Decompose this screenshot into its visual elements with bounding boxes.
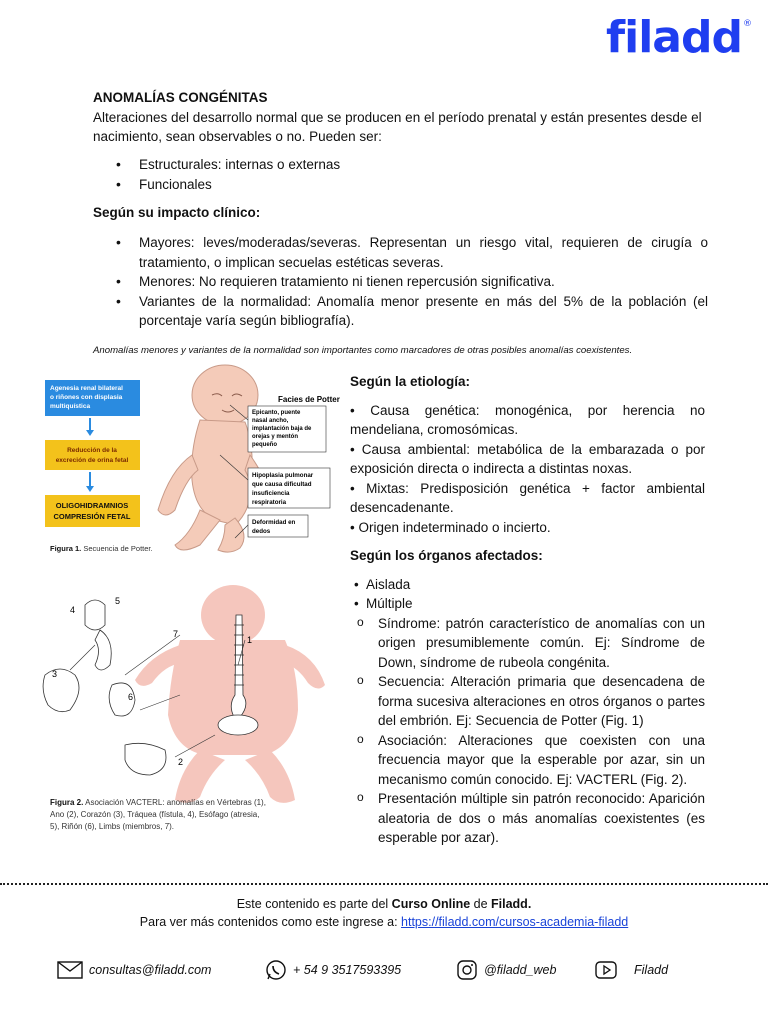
caption-label: Figura 1. [50, 544, 82, 553]
list-item: o Presentación múltiple sin patrón reconocido: Aparición aleatoria de dos o más anomalías coexistentes (es esperable por azar). [350, 789, 705, 848]
contact-youtube[interactable] [594, 958, 668, 982]
email-text: consultas@filadd.com [89, 963, 212, 977]
footer-text: Para ver más contenidos como este ingrese a: [139, 915, 402, 929]
baby-silhouette [135, 585, 325, 803]
list-item: • Variantes de la normalidad: Anomalía menor presente en más del 5% de la población (el porcentaje varía según bibliografía). [93, 292, 708, 331]
whatsapp-icon [265, 959, 287, 981]
figure-2-caption [50, 798, 266, 807]
footer-line-2 [0, 913, 768, 931]
footer-text: de [470, 897, 492, 911]
note-text: Anomalías menores y variantes de la normalidad son importantes como marcadores de otras posibles anomalías coexistentes. [93, 345, 633, 356]
facies-text: orejas y mentón [252, 434, 299, 440]
caption-text: Secuencia de Potter. [83, 544, 153, 553]
list-item: o Síndrome: patrón característico de anomalías con un origen presumiblemente común. Ej: Síndrome de Down, síndrome de rubeola congénita. [350, 614, 705, 673]
vacterl-number: 6 [128, 692, 134, 702]
footer-divider [0, 883, 768, 885]
instagram-icon [456, 959, 478, 981]
mail-icon [57, 961, 83, 979]
heart-icon [43, 669, 79, 712]
organs-sublist [350, 614, 705, 848]
vacterl-number: 5 [115, 596, 121, 606]
flow-box-oligohidramnios [45, 495, 140, 527]
organs-list [350, 575, 705, 614]
impact-title: Según su impacto clínico: [93, 205, 261, 220]
list-item: • Menores: No requieren tratamiento ni tienen repercusión significativa. [93, 272, 708, 292]
facies-text: nasal ancho, [252, 418, 289, 424]
instagram-text: @filadd_web [484, 963, 557, 977]
contact-phone[interactable] [265, 958, 401, 982]
flow-box-text: OLIGOHIDRAMNIOS [55, 501, 129, 510]
flow-arrow-head [86, 486, 94, 492]
list-item: o Secuencia: Alteración primaria que desencadena de forma sucesiva alteraciones en otros órganos o partes del embrión. Ej: Secuencia de Potter (Fig. 1) [350, 672, 705, 731]
deformidad-text: Deformidad en [252, 519, 296, 526]
facies-text: pequeño [252, 442, 277, 448]
caption-text: Ano (2), Corazón (3), Tráquea (fístula, 4), Esófago (atresia, [50, 810, 260, 819]
list-item: • Causa ambiental: metabólica de la embarazada o por exposición directa o indirecta a distintas noxas. [350, 441, 705, 476]
types-list [93, 155, 708, 194]
youtube-text: Filadd [634, 963, 669, 977]
caption-text: 5), Riñón (6), Limbs (miembros, 7). [50, 822, 175, 831]
facies-text: Epicanto, puente [252, 410, 301, 416]
flow-box-text: COMPRESIÓN FETAL [53, 512, 131, 521]
flow-box-text: Agenesia renal bilateral [50, 385, 123, 392]
esophagus-icon [95, 630, 111, 670]
vacterl-number: 7 [173, 629, 179, 639]
etiology-list [350, 401, 705, 538]
footer [0, 895, 768, 931]
course-link[interactable]: https://filadd.com/cursos-academia-filadd [401, 915, 629, 929]
caption-label: Figura 2. [50, 798, 84, 807]
list-item: • Aislada [350, 575, 705, 595]
organs-title: Según los órganos afectados: [350, 548, 543, 563]
figure-1-potter-sequence [40, 360, 340, 560]
contact-instagram[interactable] [456, 958, 556, 982]
list-item: • Estructurales: internas o externas [93, 155, 708, 175]
page-title: ANOMALÍAS CONGÉNITAS [93, 90, 268, 105]
list-item: • Causa genética: monogénica, por herencia no mendeliana, cromosómicas. [350, 402, 705, 437]
vacterl-number: 1 [247, 635, 253, 645]
list-item: • Múltiple [350, 594, 705, 614]
hipoplasia-text: insuficiencia [252, 490, 290, 497]
youtube-icon [594, 959, 622, 981]
list-item: o Asociación: Alteraciones que coexisten con una frecuencia mayor que la esperable por azar, sin un mecanismo común conocido. Ej: VACTERL (Fig. 2). [350, 731, 705, 790]
trachea-icon [85, 600, 105, 630]
figure-2-vacterl [40, 585, 340, 840]
flow-box-text: Reducción de la [67, 447, 117, 454]
flow-arrow-head [86, 430, 94, 436]
deformidad-text: dedos [252, 528, 271, 535]
list-item: • Mayores: leves/moderadas/severas. Representan un riesgo vital, requieren de cirugía o tratamiento, o implican secuelas estéticas severas. [93, 233, 708, 272]
flow-box-text: multiquística [50, 403, 91, 410]
impact-list [93, 233, 708, 331]
flow-box-text: o riñones con displasia [50, 394, 123, 401]
right-column [350, 372, 705, 848]
footer-text: Curso Online [391, 897, 471, 911]
phone-text: + 54 9 3517593395 [293, 963, 402, 977]
intro-section [93, 88, 708, 147]
intro-text: Alteraciones del desarrollo normal que se producen en el período prenatal y están presentes desde el nacimiento, sean observables o no. Pueden ser: [93, 109, 702, 144]
hipoplasia-text: Hipoplasia pulmonar [252, 472, 314, 479]
figure-1-caption [50, 544, 153, 553]
flow-box-reduccion [45, 440, 140, 470]
caption-text: Asociación VACTERL: anomalías en Vértebras (1), [85, 798, 266, 807]
facies-text: implantación baja de [252, 426, 312, 432]
etiology-title: Según la etiología: [350, 374, 471, 389]
list-item: • Mixtas: Predisposición genética + factor ambiental desencadenante. [350, 480, 705, 515]
anus-icon [125, 743, 166, 775]
hipoplasia-text: respiratoria [252, 499, 287, 506]
list-item: • Origen indeterminado o incierto. [350, 519, 551, 535]
vacterl-number: 3 [52, 669, 58, 679]
filadd-logo: filadd® [606, 12, 751, 63]
organ-illustrations [43, 600, 166, 775]
facies-title: Facies de Potter [278, 395, 340, 404]
vacterl-number: 2 [178, 757, 184, 767]
hipoplasia-text: que causa dificultad [252, 481, 312, 488]
potter-flow-diagram [45, 380, 140, 527]
footer-text: Filadd. [491, 897, 532, 911]
footer-line-1 [0, 895, 768, 913]
footer-text: Este contenido es parte del [236, 897, 392, 911]
flow-box-text: excreción de orina fetal [55, 457, 129, 464]
vacterl-number: 4 [70, 605, 76, 615]
contact-email[interactable] [57, 958, 211, 982]
list-item: • Funcionales [93, 175, 708, 195]
